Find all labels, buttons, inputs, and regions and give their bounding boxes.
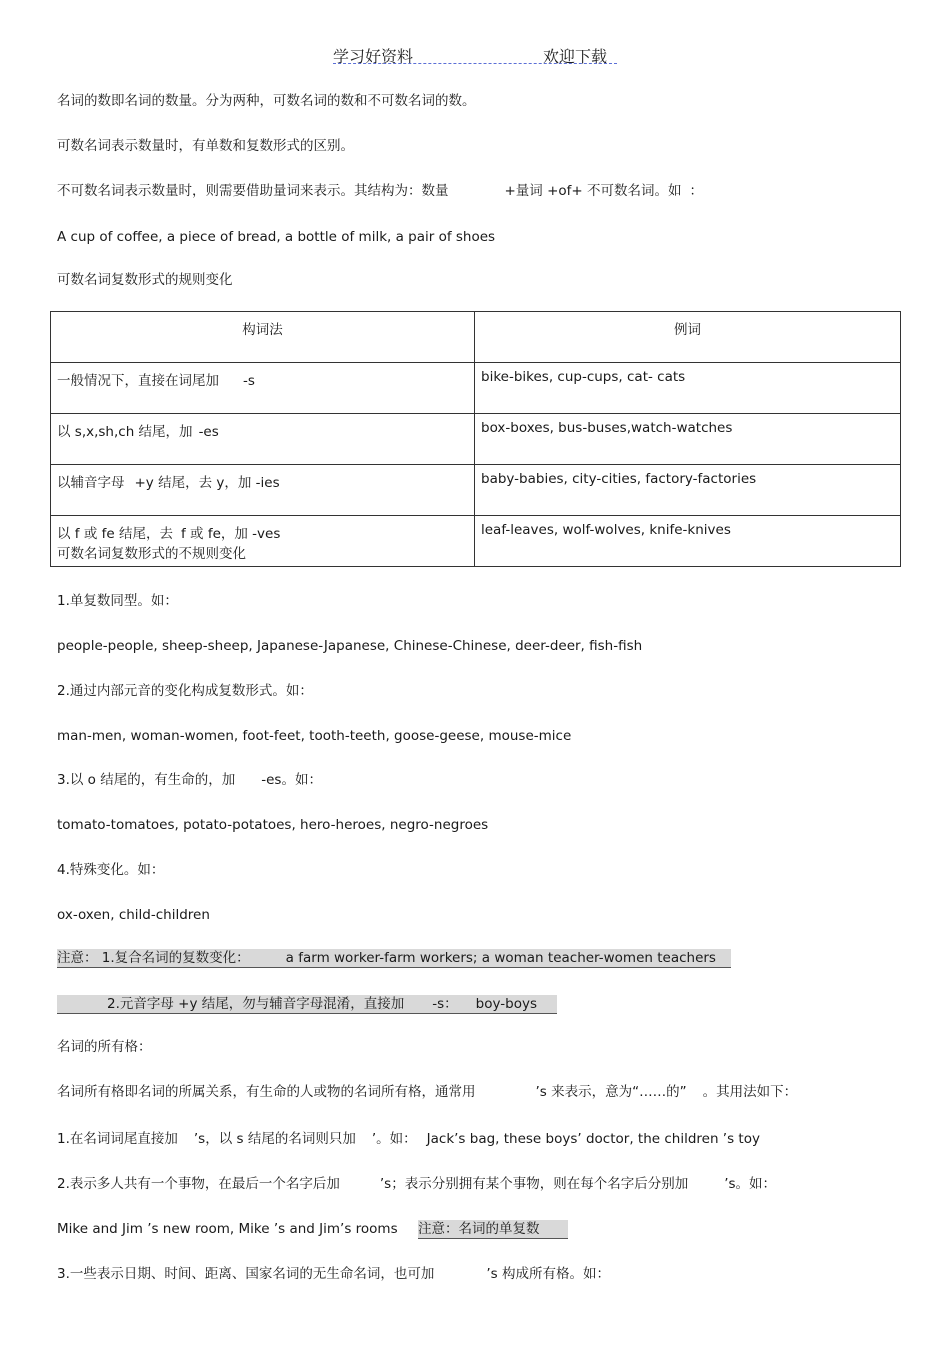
intro-line-4: A cup of coffee, a piece of bread, a bottle of milk, a pair of shoes xyxy=(57,229,496,245)
note-1: 注意： 1.复合名词的复数变化： a farm worker-farm workers; a woman teacher-women teachers xyxy=(57,949,731,968)
table-cell-example: box-boxes, bus-buses,watch-watches xyxy=(475,414,901,465)
possessive-note: 注意：名词的单复数 xyxy=(418,1220,568,1239)
possessive-intro: 名词所有格即名词的所属关系，有生命的人或物的名词所有格，通常用 ’s 来表示，意为“……的” 。其用法如下： xyxy=(57,1084,798,1100)
table-row xyxy=(51,363,901,414)
irregular-item-2-body: man-men, woman-women, foot-feet, tooth-teeth, goose-geese, mouse-mice xyxy=(57,728,572,744)
irregular-item-4-body: ox-oxen, child-children xyxy=(57,907,210,923)
possessive-title: 名词的所有格： xyxy=(57,1039,152,1055)
table-header-row xyxy=(51,312,901,363)
table-cell-example: bike-bikes, cup-cups, cat- cats xyxy=(475,363,901,414)
table-header-example: 例词 xyxy=(475,312,901,363)
irregular-item-1-title: 1.单复数同型。如： xyxy=(57,593,178,609)
plural-rules-table xyxy=(50,311,901,567)
header-left-title: 学习好资料 xyxy=(333,47,414,66)
header-underline xyxy=(333,63,617,64)
regular-change-title: 可数名词复数形式的规则变化 xyxy=(57,272,233,288)
table-cell-example: leaf-leaves, wolf-wolves, knife-knives xyxy=(475,516,901,567)
table-cell-rule: 一般情况下，直接在词尾加 -s xyxy=(51,363,475,414)
possessive-rule-2-example: Mike and Jim ’s new room, Mike ’s and Jim’s rooms xyxy=(57,1221,398,1237)
table-cell-rule: 以辅音字母 +y 结尾，去 y，加 -ies xyxy=(51,465,475,516)
irregular-item-3-body: tomato-tomatoes, potato-potatoes, hero-heroes, negro-negroes xyxy=(57,817,489,833)
intro-line-3 xyxy=(57,182,703,200)
irregular-item-4-title: 4.特殊变化。如： xyxy=(57,862,165,878)
table-cell-rule: 以 s,x,sh,ch 结尾，加 -es xyxy=(51,414,475,465)
possessive-rule-2: 2.表示多人共有一个事物，在最后一个名字后加 ’s；表示分别拥有某个事物，则在每个名字后分别加 ’s。如： xyxy=(57,1176,777,1192)
irregular-title: 可数名词复数形式的不规则变化 xyxy=(57,546,246,562)
irregular-item-3-title: 3.以 o 结尾的，有生命的，加 -es。如： xyxy=(57,772,322,788)
header-right-title: 欢迎下载 xyxy=(543,47,608,66)
note-2: 2.元音字母 +y 结尾，勿与辅音字母混淆，直接加 -s： boy-boys xyxy=(57,995,557,1014)
possessive-rule-1: 1.在名词词尾直接加 ’s，以 s 结尾的名词则只加 ’。如： Jack’s bag, these boys’ doctor, the children ’s toy xyxy=(57,1131,760,1147)
possessive-rule-3: 3.一些表示日期、时间、距离、国家名词的无生命名词，也可加 ’s 构成所有格。如： xyxy=(57,1266,611,1282)
intro-line-3-part-a: 不可数名词表示数量时，则需要借助量词来表示。其结构为：数量 xyxy=(57,183,449,199)
intro-line-3-part-c: ： xyxy=(689,183,704,199)
table-header-rule: 构词法 xyxy=(51,312,475,363)
irregular-item-2-title: 2.通过内部元音的变化构成复数形式。如： xyxy=(57,683,313,699)
intro-line-2: 可数名词表示数量时，有单数和复数形式的区别。 xyxy=(57,138,354,154)
irregular-item-1-body: people-people, sheep-sheep, Japanese-Japanese, Chinese-Chinese, deer-deer, fish-fish xyxy=(57,638,643,654)
intro-line-3-part-b: +量词 +of+ 不可数名词。如 xyxy=(504,183,682,199)
intro-line-1: 名词的数即名词的数量。分为两种，可数名词的数和不可数名词的数。 xyxy=(57,93,476,109)
table-row xyxy=(51,414,901,465)
table-cell-example: baby-babies, city-cities, factory-factories xyxy=(475,465,901,516)
table-row xyxy=(51,465,901,516)
table-cell-rule: 以 f 或 fe 结尾，去 f 或 fe，加 -ves xyxy=(51,516,475,567)
